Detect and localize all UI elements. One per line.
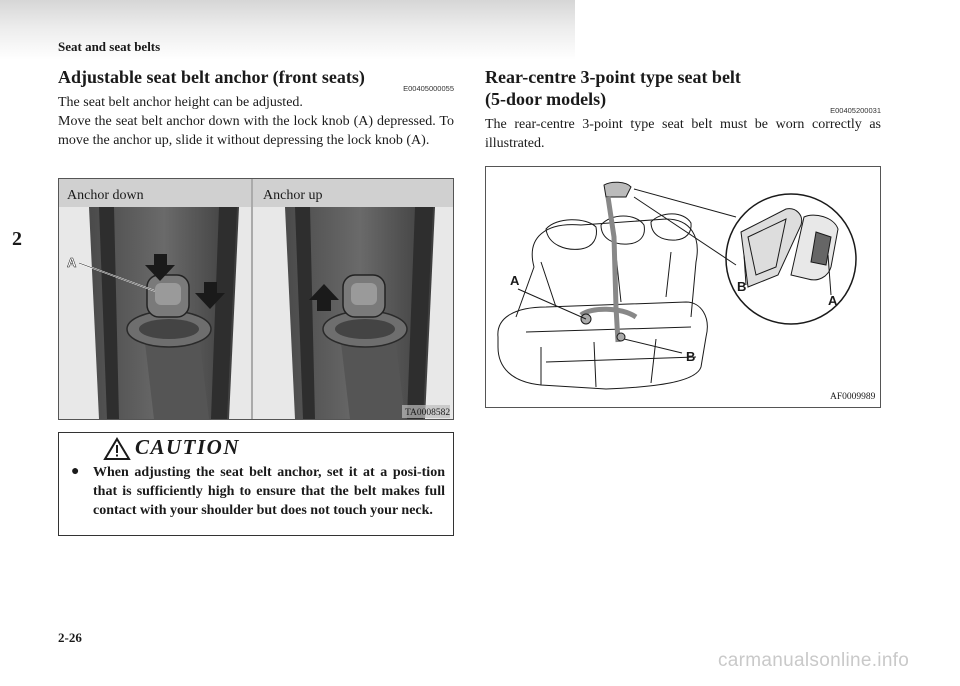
inset-callout-b: B [737, 279, 747, 294]
right-heading-line2: (5-door models) [485, 89, 607, 109]
anchor-up-panel [253, 179, 453, 419]
callout-a: A [67, 255, 77, 270]
anchor-figure [58, 178, 454, 420]
rear-seat-figure [485, 166, 881, 408]
footer-watermark: carmanualsonline.info [718, 650, 910, 671]
chapter-number: 2 [12, 228, 22, 250]
right-paragraph-1: The rear-centre 3-point type seat belt must be worn correctly as illustrated. [485, 117, 881, 151]
figure-id-right: AF0009989 [830, 392, 876, 402]
right-section-code: E00405200031 [830, 106, 881, 115]
callout-b-seat: B [686, 349, 696, 364]
right-body [485, 115, 881, 153]
inset-callout-a: A [828, 293, 838, 308]
left-column [58, 66, 454, 150]
caution-header [103, 435, 241, 461]
callout-a-seat: A [510, 273, 520, 288]
left-section-code: E00405000055 [403, 84, 454, 93]
caution-item [71, 463, 445, 520]
bullet-icon: ● [71, 464, 80, 479]
caution-text: When adjusting the seat belt anchor, set it at a posi-tion that is sufficiently high to ensure that the belt makes full contact with your shoulder but does not touch your neck. [93, 465, 445, 518]
left-heading: Adjustable seat belt anchor (front seats) [58, 67, 365, 87]
label-anchor-up: Anchor up [263, 188, 323, 203]
label-anchor-down: Anchor down [67, 188, 144, 203]
left-paragraph-2: Move the seat belt anchor down with the lock knob (A) depressed. To move the anchor up, slide it without depressing the lock knob (A). [58, 114, 454, 148]
right-heading-line1: Rear-centre 3-point type seat belt [485, 67, 741, 87]
right-column [485, 66, 881, 153]
rear-seat-drawing [498, 182, 856, 389]
left-paragraph-1: The seat belt anchor height can be adjusted. [58, 95, 303, 110]
figure-id-left: TA0008582 [405, 408, 451, 418]
caution-box [58, 432, 454, 536]
section-title: Seat and seat belts [58, 39, 161, 54]
page-number: 2-26 [58, 630, 82, 645]
left-body [58, 93, 454, 150]
anchor-down-panel [59, 179, 251, 419]
caution-title: CAUTION [135, 435, 241, 459]
warning-triangle-icon [103, 437, 131, 461]
